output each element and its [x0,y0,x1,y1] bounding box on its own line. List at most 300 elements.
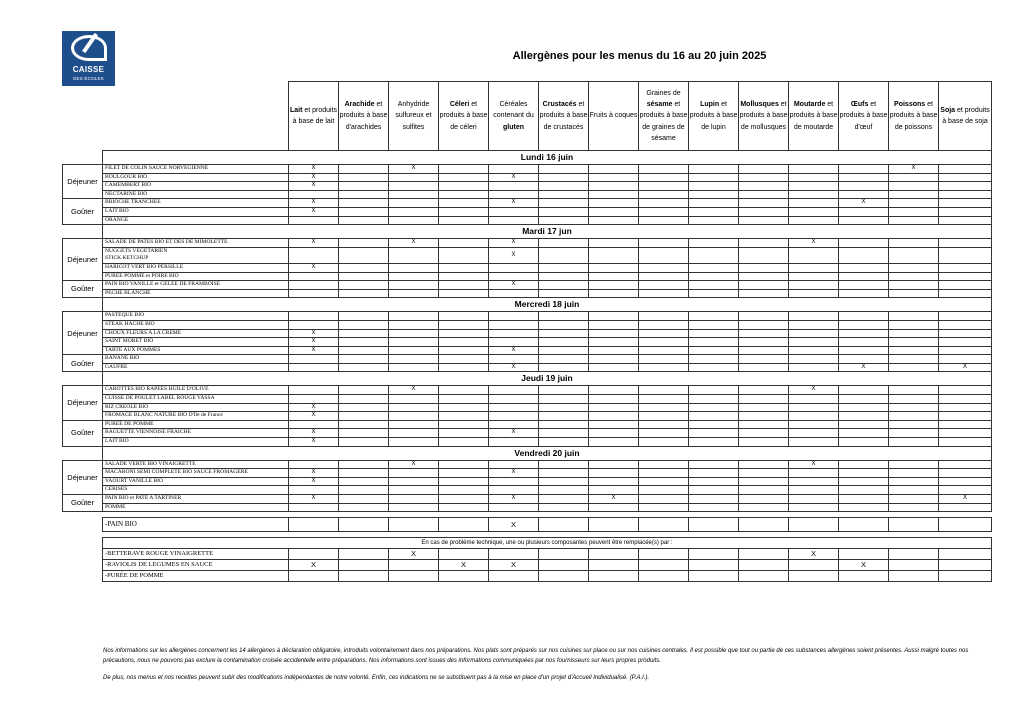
allergen-cell [339,549,389,560]
allergen-cell [589,263,639,272]
allergen-cell [439,216,489,225]
dish-name: SAINT MORET BIO [103,338,289,347]
allergen-cell [739,412,789,421]
bread-name: -PAIN BIO [103,518,289,532]
allergen-cell [489,216,539,225]
allergen-cell [489,571,539,582]
dish-name: BANANE BIO [103,355,289,364]
allergen-cell [639,486,689,495]
spacer-cell [63,372,103,386]
allergen-cell [589,363,639,372]
allergen-cell [789,173,839,182]
allergen-cell [939,420,992,429]
allergen-cell [839,338,889,347]
allergen-cell [789,403,839,412]
allergen-cell [289,216,339,225]
allergen-cell [339,320,389,329]
allergen-cell [839,420,889,429]
allergen-cell [839,438,889,447]
allergen-cell [739,312,789,321]
allergen-cell: X [389,386,439,395]
dish-name [103,247,289,263]
allergen-table-container [62,81,991,582]
allergen-cell [839,460,889,469]
allergen-cell [539,338,589,347]
allergen-cell: X [289,207,339,216]
allergen-cell [939,199,992,208]
allergen-cell [689,289,739,298]
dish-name: FROMAGE BLANC NATURE BIO D'Île de France [103,412,289,421]
day-header-row [63,372,992,386]
allergen-cell [689,495,739,504]
allergen-cell [589,469,639,478]
allergen-cell [689,355,739,364]
allergen-cell [889,518,939,532]
allergen-cell [489,403,539,412]
allergen-cell [589,386,639,395]
allergen-cell [289,289,339,298]
allergen-cell [739,165,789,174]
allergen-cell [689,199,739,208]
footer-note-2 [103,673,983,683]
allergen-cell [439,338,489,347]
allergen-cell [489,412,539,421]
allergen-cell [839,386,889,395]
allergen-cell: X [439,560,489,571]
allergen-cell [639,312,689,321]
allergen-cell [389,403,439,412]
allergen-cell [739,355,789,364]
allergen-name: Lait [289,106,303,114]
allergen-cell [539,560,589,571]
dish-name: ORANGE [103,216,289,225]
allergen-cell [939,165,992,174]
spacer-cell [63,298,103,312]
allergen-cell [789,571,839,582]
allergen-cell [739,395,789,404]
spacer-cell [63,446,103,460]
allergen-header-3: Céleri et produits à base de céleri [439,82,489,151]
allergen-cell [439,182,489,191]
dish-row [63,477,992,486]
allergen-cell [439,247,489,263]
allergen-cell [889,495,939,504]
allergen-cell [889,272,939,281]
allergen-cell: X [289,429,339,438]
allergen-cell [339,486,389,495]
allergen-cell [589,460,639,469]
allergen-cell [289,312,339,321]
allergen-cell [489,355,539,364]
allergen-cell: X [289,438,339,447]
allergen-cell [539,486,589,495]
allergen-cell [839,165,889,174]
allergen-cell [389,429,439,438]
allergen-cell [539,549,589,560]
allergen-cell [339,199,389,208]
allergen-cell: X [489,518,539,532]
day-title: Mardi 17 jun [103,225,992,239]
allergen-cell [939,216,992,225]
caisse-des-ecoles-logo [62,31,115,86]
allergen-cell [389,486,439,495]
allergen-cell [439,412,489,421]
allergen-cell [389,263,439,272]
allergen-cell [939,239,992,248]
dish-name: CERISES [103,486,289,495]
allergen-cell [689,549,739,560]
allergen-cell [839,312,889,321]
allergen-cell [389,207,439,216]
allergen-cell [939,469,992,478]
allergen-name: Mollusques [740,101,779,109]
allergen-cell [339,403,389,412]
allergen-cell [339,469,389,478]
allergen-cell [789,207,839,216]
allergen-cell [789,199,839,208]
allergen-name: Œufs [850,101,869,109]
allergen-cell [539,395,589,404]
allergen-cell [939,460,992,469]
allergen-cell [589,429,639,438]
allergen-cell [939,571,992,582]
allergen-cell [789,429,839,438]
allergen-cell: X [389,460,439,469]
allergen-cell [739,338,789,347]
allergen-cell [639,190,689,199]
spacer-cell [63,518,103,532]
allergen-cell [839,503,889,512]
allergen-cell [939,429,992,438]
allergen-cell [439,281,489,290]
allergen-cell [389,571,439,582]
allergen-cell [639,320,689,329]
allergen-cell: X [289,182,339,191]
allergen-cell [539,173,589,182]
dish-name: POMME [103,503,289,512]
allergen-cell [789,355,839,364]
allergen-cell [889,216,939,225]
allergen-cell: X [489,469,539,478]
allergen-cell [589,182,639,191]
allergen-cell [889,486,939,495]
dish-name: FILET DE COLIN SAUCE NORVEGIENNE [103,165,289,174]
allergen-cell [389,312,439,321]
allergen-cell [689,518,739,532]
allergen-cell [339,338,389,347]
allergen-cell [739,173,789,182]
allergen-cell [839,403,889,412]
allergen-cell [739,329,789,338]
allergen-name: Moutarde [793,101,826,109]
allergen-cell [539,247,589,263]
allergen-cell [589,329,639,338]
spacer-cell [63,538,103,549]
allergen-cell [439,263,489,272]
meal-label: Goûter [63,420,103,446]
allergen-cell [589,571,639,582]
dish-name-line: STICK KETCHUP [105,255,149,262]
meal-label: Déjeuner [63,239,103,281]
allergen-cell [789,190,839,199]
replacement-name: -PURÉE DE POMME [103,571,289,582]
allergen-cell [539,412,589,421]
allergen-cell [739,190,789,199]
dish-name: YAOURT VANILLE BIO [103,477,289,486]
allergen-cell [689,560,739,571]
allergen-cell: X [839,199,889,208]
allergen-cell [839,346,889,355]
allergen-cell [389,289,439,298]
allergen-cell [339,346,389,355]
allergen-name: Soja [940,106,956,114]
allergen-cell [589,247,639,263]
allergen-cell [939,312,992,321]
allergen-cell [789,346,839,355]
meal-label: Déjeuner [63,165,103,199]
dish-row [63,395,992,404]
allergen-header-row [63,82,992,151]
allergen-cell [889,338,939,347]
allergen-cell [689,207,739,216]
allergen-cell [489,289,539,298]
allergen-cell [889,289,939,298]
allergen-cell [539,165,589,174]
allergen-cell [889,247,939,263]
allergen-cell [539,263,589,272]
notice-row [63,538,992,549]
allergen-cell [389,363,439,372]
allergen-cell [289,395,339,404]
allergen-cell [689,403,739,412]
allergen-cell [589,403,639,412]
dish-row [63,199,992,208]
meal-label: Goûter [63,199,103,225]
allergen-cell [739,199,789,208]
allergen-cell [639,518,689,532]
allergen-cell [939,477,992,486]
allergen-cell [589,165,639,174]
allergen-cell [839,173,889,182]
dish-name: STEAK HACHE BIO [103,320,289,329]
allergen-cell [789,338,839,347]
footer-paragraph-2: De plus, nos menus et nos recettes peuvent subir des modifications indépendantes de notre volonté. Enfin, ces indications ne se substituent pas à la mise en place d'un projet d'Accueil Individualisé. (P.A.I.). [103,675,650,681]
allergen-cell [439,190,489,199]
meal-label: Goûter [63,495,103,512]
allergen-cell [339,438,389,447]
allergen-cell [539,420,589,429]
allergen-cell: X [939,495,992,504]
allergen-cell [889,412,939,421]
allergen-cell: X [789,549,839,560]
dish-row [63,355,992,364]
allergen-cell [689,239,739,248]
allergen-cell [889,182,939,191]
allergen-cell [739,216,789,225]
dish-row [63,363,992,372]
allergen-cell [739,346,789,355]
allergen-cell [289,272,339,281]
allergen-cell [339,518,389,532]
allergen-cell [439,438,489,447]
allergen-cell [339,216,389,225]
allergen-cell [589,486,639,495]
allergen-cell: X [389,549,439,560]
meal-label: Goûter [63,355,103,372]
allergen-cell [789,329,839,338]
dish-row [63,420,992,429]
allergen-cell [939,346,992,355]
allergen-cell [339,247,389,263]
allergen-cell [289,420,339,429]
dish-row [63,165,992,174]
allergen-cell [789,312,839,321]
allergen-cell [789,216,839,225]
allergen-cell [489,320,539,329]
allergen-cell [639,239,689,248]
allergen-cell [839,216,889,225]
allergen-cell [589,173,639,182]
allergen-cell [339,386,389,395]
allergen-cell [339,420,389,429]
allergen-cell: X [289,199,339,208]
allergen-cell [439,386,489,395]
allergen-cell [589,412,639,421]
allergen-cell [889,395,939,404]
allergen-cell [589,289,639,298]
allergen-cell [639,247,689,263]
allergen-cell [489,549,539,560]
allergen-cell [839,477,889,486]
allergen-cell [289,320,339,329]
allergen-cell [739,239,789,248]
allergen-cell [689,395,739,404]
allergen-cell [439,395,489,404]
allergen-cell [539,518,589,532]
allergen-cell: X [389,239,439,248]
allergen-name: Arachide [344,101,375,109]
allergen-cell [589,207,639,216]
allergen-cell [339,355,389,364]
allergen-cell [639,216,689,225]
day-header-row [63,446,992,460]
allergen-cell [789,486,839,495]
allergen-cell [639,495,689,504]
allergen-cell [789,420,839,429]
dish-name: SALADE VERTE BIO VINAIGRETTE [103,460,289,469]
allergen-header-6: Fruits à coques [589,82,639,151]
replacement-notice: En cas de problème technique, une ou plusieurs composantes peuvent être remplacée(s) par : [103,538,992,549]
allergen-cell [589,549,639,560]
allergen-cell [839,549,889,560]
allergen-cell [439,329,489,338]
dish-row [63,486,992,495]
allergen-cell: X [789,460,839,469]
allergen-cell: X [489,199,539,208]
allergen-cell: X [889,165,939,174]
allergen-cell [289,363,339,372]
dish-name-line: NUGGETS VEGETARIEN [105,247,168,254]
allergen-header-10: Moutarde et produits à base de moutarde [789,82,839,151]
allergen-cell [739,469,789,478]
allergen-cell [589,355,639,364]
allergen-cell: X [789,386,839,395]
allergen-cell [539,182,589,191]
allergen-cell [439,486,489,495]
allergen-cell [939,395,992,404]
allergen-cell [339,363,389,372]
allergen-cell [689,438,739,447]
allergen-cell [339,207,389,216]
allergen-cell [889,173,939,182]
allergen-cell: X [289,239,339,248]
allergen-cell [839,412,889,421]
allergen-cell [889,477,939,486]
allergen-cell [289,460,339,469]
allergen-cell [689,312,739,321]
allergen-cell [639,207,689,216]
allergen-cell: X [389,165,439,174]
dish-row [63,272,992,281]
allergen-cell [339,495,389,504]
allergen-cell [339,312,389,321]
allergen-cell [739,571,789,582]
allergen-cell [539,571,589,582]
allergen-cell [939,329,992,338]
allergen-cell [639,363,689,372]
allergen-cell [639,329,689,338]
replacement-row [63,549,992,560]
dish-row [63,338,992,347]
allergen-cell [639,355,689,364]
dish-name: CAMEMBERT BIO [103,182,289,191]
allergen-cell [889,549,939,560]
allergen-cell [289,571,339,582]
allergen-cell [889,363,939,372]
allergen-cell [589,438,639,447]
allergen-cell [689,503,739,512]
allergen-cell [789,560,839,571]
allergen-cell [339,412,389,421]
allergen-cell [439,346,489,355]
allergen-cell [939,486,992,495]
allergen-cell [489,486,539,495]
allergen-cell [639,263,689,272]
allergen-cell [739,281,789,290]
allergen-cell [939,207,992,216]
allergen-cell [339,503,389,512]
allergen-header-0: Lait et produits à base de lait [289,82,339,151]
allergen-cell [839,281,889,290]
allergen-table-body [63,151,992,582]
dish-row [63,460,992,469]
allergen-cell [739,486,789,495]
page-title: Allergènes pour les menus du 16 au 20 juin 2025 [512,50,767,62]
allergen-cell [889,571,939,582]
allergen-cell [689,420,739,429]
allergen-cell [489,420,539,429]
allergen-cell: X [489,346,539,355]
allergen-cell [889,503,939,512]
dish-row [63,469,992,478]
allergen-cell [639,429,689,438]
allergen-cell [839,247,889,263]
allergen-cell [589,477,639,486]
meal-label: Déjeuner [63,386,103,420]
dish-name: PAIN BIO VANILLE et GELEE DE FRAMBOISE [103,281,289,290]
allergen-cell: X [289,412,339,421]
dish-row [63,216,992,225]
